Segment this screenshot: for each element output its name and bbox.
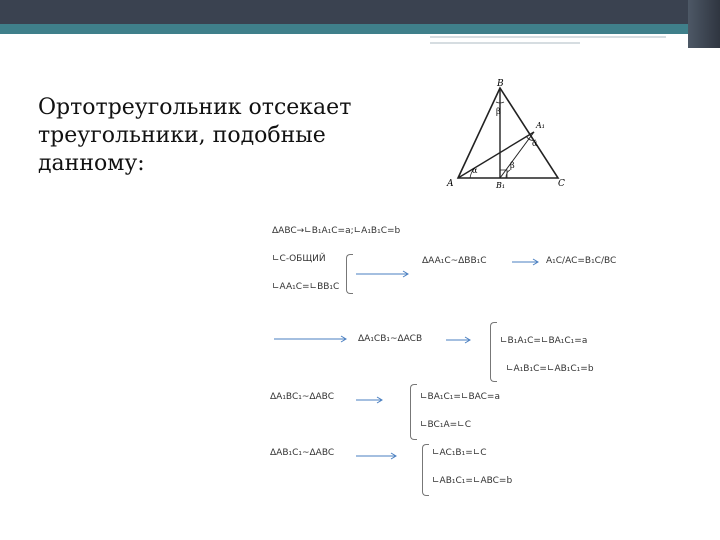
proof-sim-4: ΔAB₁C₁~ΔABC: [270, 448, 335, 458]
title-line-2: треугольники, подобные: [38, 123, 326, 148]
arrow-icon: [446, 336, 474, 344]
label-alpha-right: α: [532, 139, 538, 148]
proof-r2: ∟A₁B₁C=∟AB₁C₁=b: [506, 364, 594, 374]
proof-s4b: ∟AB₁C₁=∟ABC=b: [432, 476, 513, 486]
proof-sim-2: ΔA₁CB₁~ΔACB: [358, 334, 423, 344]
arrow-icon: [512, 258, 542, 266]
proof-ratio: A₁C/AC=B₁C/BC: [546, 256, 617, 266]
proof-s3a: ∟BA₁C₁=∟BAC=a: [420, 392, 500, 402]
arrow-icon: [274, 335, 350, 343]
decor-line: [430, 36, 666, 38]
title-line-3: данному:: [38, 151, 145, 176]
proof-r1: ∟B₁A₁C=∟BA₁C₁=a: [500, 336, 588, 346]
label-alpha-left: α: [472, 166, 478, 175]
proof-s3b: ∟BC₁A=∟C: [420, 420, 471, 430]
label-a: A: [447, 179, 454, 189]
label-c: C: [558, 179, 565, 189]
proof-sim-3: ΔA₁BC₁~ΔABC: [270, 392, 334, 402]
proof-line-1: ΔABC→∟B₁A₁C=a;∟A₁B₁C=b: [272, 226, 401, 236]
label-beta-bottom: β: [510, 161, 515, 170]
triangle-figure: [440, 78, 580, 190]
brace: [422, 444, 429, 496]
label-a1: A₁: [536, 121, 545, 130]
top-bar: [0, 0, 720, 24]
arrow-icon: [356, 396, 386, 404]
proof-c-common: ∟C-ОБЩИЙ: [272, 254, 326, 264]
top-stripe: [0, 24, 720, 34]
label-beta-top: β: [496, 107, 501, 116]
title-line-1: Ортотреугольник отсекает: [38, 95, 352, 120]
proof-sim-1: ΔAA₁C~ΔBB₁C: [422, 256, 487, 266]
proof-s4a: ∟AC₁B₁=∟C: [432, 448, 487, 458]
proof-angles-eq: ∟AA₁C=∟BB₁C: [272, 282, 340, 292]
label-b1: B₁: [496, 181, 506, 190]
corner-decor: [688, 0, 720, 48]
label-b: B: [497, 79, 504, 89]
triangle-abc: [458, 88, 558, 178]
arrow-icon: [356, 270, 412, 278]
decor-line: [430, 42, 580, 44]
brace: [490, 322, 497, 382]
slide-title: [38, 94, 368, 178]
brace: [346, 254, 353, 294]
arrow-icon: [356, 452, 400, 460]
brace: [410, 384, 417, 440]
